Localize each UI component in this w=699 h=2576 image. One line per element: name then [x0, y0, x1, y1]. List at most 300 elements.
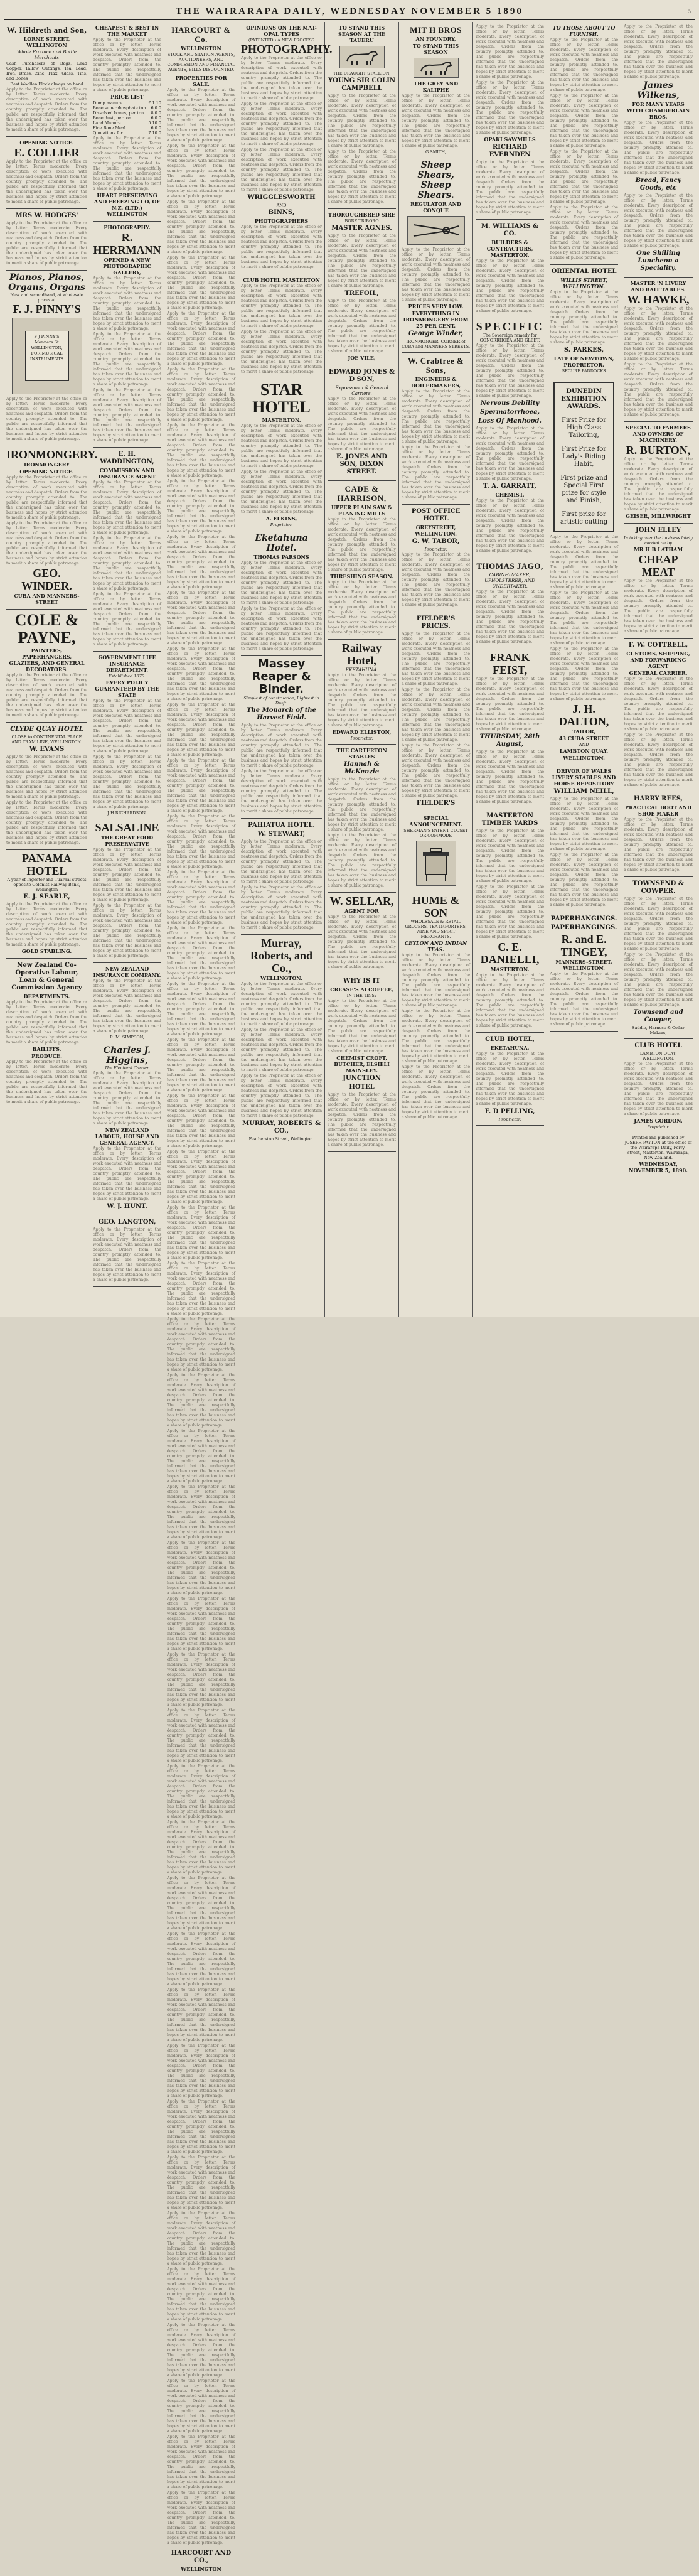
ad-subtitle: AN FOUNDRY, — [415, 36, 456, 42]
price-row — [93, 121, 161, 126]
ad-title: T. A. GARRATT, — [483, 483, 537, 490]
body-text: Apply to the Proprietor at the office or by letter. Terms moderate. Every description of work executed with neatness and despatch. Orders from the country promptly attended to. The public are respectfully informed that the undersigned has taken over the business and hopes by strict attention to merit a share of public patronage. — [93, 903, 162, 958]
ad-subtitle: DEPARTMENTS. — [23, 993, 70, 1000]
ad-heading: THE CARTERTON STABLES — [336, 747, 387, 760]
ad-text: Featherston Street, Wellington. — [248, 1136, 314, 1141]
masthead — [4, 4, 695, 20]
body-text: Apply to the Proprietor at the office or by letter. Terms moderate. Every description of work executed with neatness and despatch. Orders from the country promptly attended to. The public are respectfully informed that the undersigned has taken over the business and hopes by strict attention to merit a share of public patronage. — [167, 1094, 236, 1148]
ad-title: E. COLLIER — [14, 146, 80, 159]
body-text: Apply to the Proprietor at the office or by letter. Terms moderate. Every description of work executed with neatness and despatch. Orders from the country promptly attended to. The public are respectfully informed that the undersigned has taken over the business and hopes by strict attention to merit a share of public patronage. — [476, 426, 545, 481]
body-text: Apply to the Proprietor at the office or by letter. Terms moderate. Every description of work executed with neatness and despatch. Orders from the country promptly attended to. The public are respectfully informed that the undersigned has taken over the business and hopes by strict attention to merit a share of public patronage. — [550, 797, 619, 851]
ad-text: SECURE PADDOCKS — [562, 369, 606, 374]
ad-title: FRANK FEIST, — [489, 651, 530, 676]
body-text: Apply to the Proprietor at the office or by letter. Terms moderate. Every description of work executed with neatness and despatch. Orders from the country promptly attended to. The public are respectfully informed that the undersigned has taken over the business and hopes by strict attention to merit a share of public patronage. — [167, 479, 236, 534]
body-text: Apply to the Proprietor at the office or by letter. Terms moderate. Every description of work executed with neatness and despatch. Orders from the country promptly attended to. The public are respectfully informed that the undersigned has taken over the business and hopes by strict attention to merit a share of public patronage. — [402, 94, 471, 148]
ad-title: THOMAS JAGO, — [476, 561, 543, 571]
body-text: Apply to the Proprietor at the office or by letter. Terms moderate. Every description of work executed with neatness and despatch. Orders from the country promptly attended to. The public are respectfully informed that the undersigned has taken over the business and hopes by strict attention to merit a share of public patronage. — [241, 769, 323, 814]
body-text: Apply to the Proprietor at the office or by letter. Terms moderate. Every description of work executed with neatness and despatch. Orders from the country promptly attended to. The public are respectfully informed that the undersigned has taken over the business and hopes by strict attention to merit a share of public patronage. — [241, 330, 323, 374]
body-text: Apply to the Proprietor at the office or by letter. Terms moderate. Every description of work executed with neatness and despatch. Orders from the country promptly attended to. The public are respectfully informed that the undersigned has taken over the business and hopes by strict attention to merit a share of public patronage. — [328, 915, 397, 969]
ad-subtitle: THE GREY AND KALIPHE — [414, 80, 459, 93]
body-text: Apply to the Proprietor at the office or by letter. Terms moderate. Every description of work executed with neatness and despatch. Orders from the country promptly attended to. The public are respectfully informed that the undersigned has taken over the business and hopes by strict attention to merit a share of public patronage. — [167, 2491, 236, 2545]
horse-illustration — [339, 46, 385, 68]
price-row — [93, 100, 161, 105]
ad-title: NEW ZEALAND INSURANCE COMPANY. — [93, 966, 161, 978]
ad-text: STOCK AND STATION AGENTS, AUCTIONEERS, AND COMMISSION AND FINANCIAL AGENTS, BILLS DISCOUNTED. — [167, 52, 235, 72]
price-value: 8 0 0 — [151, 110, 162, 116]
ad-subtitle: EVERY POLICY GUARANTEED BY THE STATE — [95, 679, 159, 698]
body-text: Apply to the Proprietor at the office or by letter. Terms moderate. Every description of work executed with neatness and despatch. Orders from the country promptly attended to. The public are respectfully informed that the undersigned has taken over the business and hopes by strict attention to merit a share of public patronage. — [550, 647, 619, 701]
body-text: Apply to the Proprietor at the office or by letter. Terms moderate. Every description of work executed with neatness and despatch. Orders from the country promptly attended to. The public are respectfully informed that the undersigned has taken over the business and hopes by strict attention to merit a share of public patronage. — [167, 1261, 236, 1316]
ad-manures — [93, 22, 161, 222]
body-text: Apply to the Proprietor at the office or by letter. Terms moderate. Every description of work executed with neatness and despatch. Orders from the country promptly attended to. The public are respectfully informed that the undersigned has taken over the business and hopes by strict attention to merit a share of public patronage. — [550, 205, 619, 260]
body-text: Apply to the Proprietor at the office or by letter. Terms moderate. Every description of work executed with neatness and despatch. Orders from the country promptly attended to. The public are respectfully informed that the undersigned has taken over the business and hopes by strict attention to merit a share of public patronage. — [167, 311, 236, 366]
body-text: Apply to the Proprietor at the office or by letter. Terms moderate. Every description of work executed with neatness and despatch. Orders from the country promptly attended to. The public are respectfully informed that the undersigned has taken over the business and hopes by strict attention to merit a share of public patronage. — [241, 284, 323, 328]
ad-title: Pianos, Pianos, Organs, Organs — [8, 272, 85, 293]
ad-murray-roberts — [241, 935, 322, 1145]
body-text: Apply to the Proprietor at the office or by letter. Terms moderate. Every description of work executed with neatness and despatch. Orders from the country promptly attended to. The public are respectfully informed that the undersigned has taken over the business and hopes by strict attention to merit a share of public patronage. — [167, 200, 236, 254]
ad-dalton — [550, 377, 618, 765]
imprint-date: WEDNESDAY, NOVEMBER 5, 1890. — [629, 1161, 688, 1173]
ad-title: M. WILLIAMS & CO. — [481, 223, 539, 237]
price-item: Fine Bone Meal — [93, 126, 125, 131]
body-text: Apply to the Proprietor at the office or by letter. Terms moderate. Every description of work executed with neatness and despatch. Orders from the country promptly attended to. The public are respectfully informed that the undersigned has taken over the business and hopes by strict attention to merit a share of public patronage. — [241, 1028, 323, 1072]
ad-title: PAPERHANGINGS. — [550, 924, 617, 931]
ad-subtitle: AGENT FOR — [344, 908, 379, 914]
imprint-text: Printed and published by JOSEPH PAYTON at the office of the Wairarapa Daily, Perry-street, Masterton, Wairarapa, New Zealand. — [624, 1135, 692, 1160]
ad-text: Proprietor. — [498, 1117, 521, 1122]
ad-title: PANAMA HOTEL — [22, 852, 72, 877]
body-text: Apply to the Proprietor at the office or by letter. Terms moderate. Every description of work executed with neatness and despatch. Orders from the country promptly attended to. The public are respectfully informed that the undersigned has taken over the business and hopes by strict attention to merit a share of public patronage. — [402, 247, 471, 302]
ad-text: LAMBTON QUAY, WELLINGTON, — [639, 1051, 677, 1061]
ad-title: HARRY REES, — [634, 795, 683, 802]
ad-text: Proprietor. — [424, 547, 447, 552]
ad-subtitle: Bread, Fancy Goods, etc — [635, 177, 681, 191]
ad-oriental-hotel — [550, 265, 618, 377]
ad-title: W. EVANS — [29, 746, 65, 753]
body-text: Apply to the Proprietor at the office or by letter. Terms moderate. Every description of work executed with neatness and despatch. Orders from the country promptly attended to. The public are respectfully informed that the undersigned has taken over the business and hopes by strict attention to merit a share of public patronage. — [476, 343, 545, 398]
ad-title: CLUB HOTEL MASTERTON — [243, 277, 320, 283]
price-row — [93, 131, 161, 136]
body-text: Apply to the Proprietor at the office or by letter. Terms moderate. Every description of work executed with neatness and despatch. Orders from the country promptly attended to. The public are respectfully informed that the undersigned has taken over the business and hopes by strict attention to merit a share of public patronage. — [241, 839, 323, 884]
ad-langton — [93, 1215, 161, 1287]
ad-title: CLUB HOTEL — [634, 1042, 682, 1049]
ad-text: G SMITH, — [425, 149, 447, 154]
ad-title: MASTERTON TIMBER YARDS — [481, 812, 538, 827]
ad-title: S. PARKES, — [563, 347, 604, 353]
body-text: Apply to the Proprietor at the office or by letter. Terms moderate. Every description of work executed with neatness and despatch. Orders from the country promptly attended to. The public are respectfully informed that the undersigned has taken over the business and hopes by strict attention to merit a share of public patronage. — [167, 1038, 236, 1092]
body-text: Apply to the Proprietor at the office or by letter. Terms moderate. Every description of work executed with neatness and despatch. Orders from the country promptly attended to. The public are respectfully informed that the undersigned has taken over the business and hopes by strict attention to merit a share of public patronage. — [167, 2435, 236, 2489]
ad-title: SALSALINE — [95, 821, 159, 834]
ad-burton — [624, 422, 693, 524]
ad-subtitle: PRODUCE. — [31, 1053, 62, 1059]
ad-coop — [6, 959, 87, 1109]
ad-massey — [241, 656, 322, 819]
body-text: Apply to the Proprietor at the office or by letter. Terms moderate. Every description of work executed with neatness and despatch. Orders from the country promptly attended to. The public are respectfully informed that the undersigned has taken over the business and hopes by strict attention to merit a share of public patronage. — [241, 1074, 323, 1118]
ad-collier — [6, 137, 87, 209]
column-4 — [238, 22, 333, 1317]
ad-title: New Zealand Co-Operative Labour, Loan & General Commission Agency — [11, 962, 82, 991]
ad-title: CADE & HARRISON, — [337, 484, 387, 503]
body-text: Apply to the Proprietor at the office or by letter. Terms moderate. Every description of work executed with neatness and despatch. Orders from the country promptly attended to. The public are respectfully informed that the undersigned has taken over the business and hopes by strict attention to merit a share of public patronage. — [624, 457, 693, 512]
body-text: Apply to the Proprietor at the office or by letter. Terms moderate. Every description of work executed with neatness and despatch. Orders from the country promptly attended to. The public are respectfully informed that the undersigned has taken over the business and hopes by strict attention to merit a share of public patronage. — [167, 870, 236, 925]
body-text: Apply to the Proprietor at the office or by letter. Terms moderate. Every description of work executed with neatness and despatch. Orders from the country promptly attended to. The public are respectfully informed that the undersigned has taken over the business and hopes by strict attention to merit a share of public patronage. — [624, 306, 693, 361]
ad-text: In taking over the business lately carried on by — [624, 536, 693, 546]
ad-panama — [6, 850, 87, 959]
ad-text: WHOLESALE & RETAIL GROCERS, TEA IMPORTERS, WINE AND SPIRIT MERCHANTS. — [405, 919, 467, 939]
shears-icon — [411, 218, 461, 242]
body-text: Apply to the Proprietor at the office or by letter. Terms moderate. Every description of work executed with neatness and despatch. Orders from the country promptly attended to. The public are respectfully informed that the undersigned has taken over the business and hopes by strict attention to merit a share of public patronage. — [328, 673, 397, 728]
ad-subtitle: THE GREAT FOOD PRESERVATIVE — [100, 834, 154, 847]
ad-heading: THOROUGHBRED SIRE — [328, 212, 396, 218]
price-value: 7 10 0 — [148, 131, 162, 136]
ad-subtitle: PRICES VERY LOW. — [408, 303, 464, 310]
price-item: Bone superphosphate ton — [93, 105, 146, 110]
body-text: Apply to the Proprietor at the office or by letter. Terms moderate. Every description of work executed with neatness and despatch. Orders from the country promptly attended to. The public are respectfully informed that the undersigned has taken over the business and hopes by strict attention to merit a share of public patronage. — [241, 56, 323, 100]
price-item: Dissolved bones, per ton — [93, 110, 144, 116]
ad-subtitle: WELLINGTON — [181, 2566, 221, 2572]
body-text: Apply to the Proprietor at the office or by letter. Terms moderate. Every description of work executed with neatness and despatch. Orders from the country promptly attended to. The public are respectfully informed that the undersigned has taken over the business and hopes by strict attention to merit a share of public patronage. — [476, 829, 545, 883]
body-text: Apply to the Proprietor at the office or by letter. Terms moderate. Every description of work executed with neatness and despatch. Orders from the country promptly attended to. The public are respectfully informed that the undersigned has taken over the business and hopes by strict attention to merit a share of public patronage. — [167, 814, 236, 869]
commode-illustration — [416, 841, 456, 886]
ad-herrmann — [93, 222, 161, 448]
body-text: Apply to the Proprietor at the office or by letter. Terms moderate. Every description of work executed with neatness and despatch. Orders from the country promptly attended to. The public are respectfully informed that the undersigned has taken over the business and hopes by strict attention to merit a share of public patronage. — [328, 94, 397, 148]
body-text: Apply to the Proprietor at the office or by letter. Terms moderate. Every description of work executed with neatness and despatch. Orders from the country promptly attended to. The public are respectfully informed that the undersigned has taken over the business and hopes by strict attention to merit a share of public patronage. — [328, 234, 397, 288]
ad-title: PAYNE, — [18, 628, 76, 647]
body-text: Apply to the Proprietor at the office or by letter. Terms moderate. Every description of work executed with neatness and despatch. Orders from the country promptly attended to. The public are respectfully informed that the undersigned has taken over the business and hopes by strict attention to merit a share of public patronage. — [167, 1876, 236, 1931]
ad-subtitle: CABINETMAKER, UPHOLSTERER, AND UNDERTAKER, — [484, 572, 535, 589]
ad-title: F. D PELLING, — [484, 1108, 535, 1115]
column-7 — [473, 22, 547, 1317]
ad-heading: SPECIAL ANNOUNCEMENT. — [409, 815, 462, 827]
masthead-title: THE WAIRARAPA DAILY, WEDNESDAY NOVEMBER 5 1890 — [176, 6, 523, 16]
body-text: Apply to the Proprietor at the office or by letter. Terms moderate. Every description of work executed with neatness and despatch. Orders from the country promptly attended to. The public are respectfully informed that the undersigned has taken over the business and hopes by strict attention to merit a share of public patronage. — [167, 1764, 236, 1819]
ad-title: FIELDER'S — [416, 800, 456, 807]
body-text: Apply to the Proprietor at the office or by letter. Terms moderate. Every description of work executed with neatness and despatch. Orders from the country promptly attended to. The public are respectfully informed that the undersigned has taken over the business and hopes by strict attention to merit a share of public patronage. — [167, 591, 236, 645]
award-line: First prize for artistic cutting — [560, 511, 608, 525]
ad-title: C. E. DANIELLI, — [480, 940, 540, 966]
ad-text: Proprietor. — [350, 736, 373, 741]
ad-subtitle: UPPER PLAIN SAW & PLANING MILLS — [331, 504, 392, 517]
body-text: Apply to the Proprietor at the office or by letter. Terms moderate. Every description of work executed with neatness and despatch. Orders from the country promptly attended to. The public are respectfully informed that the undersigned has taken over the business and hopes by strict attention to merit a share of public patronage. — [328, 777, 397, 832]
column-5 — [325, 22, 399, 1317]
ad-title: STAR HOTEL — [252, 380, 311, 416]
body-text: Apply to the Proprietor at the office or by letter. Terms moderate. Every description of work executed with neatness and despatch. Orders from the country promptly attended to. The public are respectfully informed that the undersigned has taken over the business and hopes by strict attention to merit a share of public patronage. — [241, 561, 323, 605]
ad-title: FIELDER'S PRICES. — [416, 615, 456, 630]
price-value: 6 0 0 — [151, 126, 162, 131]
ad-elley — [624, 524, 693, 639]
horse-icon — [343, 48, 381, 66]
body-text: Apply to the Proprietor at the office or by letter. Terms moderate. Every description of work executed with neatness and despatch. Orders from the country promptly attended to. The public are respectfully informed that the undersigned has taken over the business and hopes by strict attention to merit a share of public patronage. — [167, 647, 236, 701]
ad-subtitle: ENGINEERS & BOILERMAKERS, — [411, 376, 461, 389]
body-text: Apply to the Proprietor at the office or by letter. Terms moderate. Every description of work executed with neatness and despatch. Orders from the country promptly attended to. The public are respectfully informed that the undersigned has taken over the business and hopes by strict attention to merit a share of public patronage. — [476, 590, 545, 644]
body-text: Apply to the Proprietor at the office or by letter. Terms moderate. Every description of work executed with neatness and despatch. Orders from the country promptly attended to. The public are respectfully informed that the undersigned has taken over the business and hopes by strict attention to merit a share of public patronage. — [93, 699, 162, 753]
ad-heading: CHEAPEST & BEST IN THE MARKET — [95, 24, 159, 37]
advertising-board-illustration — [12, 318, 82, 394]
ad-subtitle: JAMES GORDON, — [634, 1118, 683, 1124]
body-text: Apply to the Proprietor at the office or by letter. Terms moderate. Every description of work executed with neatness and despatch. Orders from the country promptly attended to. The public are respectfully informed that the undersigned has taken over the business and hopes by strict attention to merit a share of public patronage. — [241, 470, 323, 514]
ad-title: One Shilling Luncheon a Speciality. — [636, 250, 680, 272]
price-row — [93, 126, 161, 131]
body-text: Apply to the Proprietor at the office or by letter. Terms moderate. Every description of work executed with neatness and despatch. Orders from the country promptly attended to. The public are respectfully informed that the undersigned has taken over the business and hopes by strict attention to merit a share of public patronage. — [6, 159, 87, 204]
body-text: Apply to the Proprietor at the office or by letter. Terms moderate. Every description of work executed with neatness and despatch. Orders from the country promptly attended to. The public are respectfully informed that the undersigned has taken over the business and hopes by strict attention to merit a share of public patronage. — [167, 1820, 236, 1875]
body-text: Apply to the Proprietor at the office or by letter. Terms moderate. Every description of work executed with neatness and despatch. Orders from the country promptly attended to. The public are respectfully informed that the undersigned has taken over the business and hopes by strict attention to merit a share of public patronage. — [241, 102, 323, 146]
ad-text: Proprietor. — [270, 522, 293, 527]
ad-title: G. W. TABOR, — [412, 538, 460, 545]
body-text: Apply to the Proprietor at the office or by letter. Terms moderate. Every description of work executed with neatness and despatch. Orders from the country promptly attended to. The public are respectfully informed that the undersigned has taken over the business and hopes by strict attention to merit a share of public patronage. — [93, 1071, 162, 1126]
body-text: Apply to the Proprietor at the office or by letter. Terms moderate. Every description of work executed with neatness and despatch. Orders from the country promptly attended to. The public are respectfully informed that the undersigned has taken over the business and hopes by strict attention to merit a share of public patronage. — [93, 979, 162, 1033]
ad-title: Railway Hotel, — [342, 642, 382, 667]
body-text: Apply to the Proprietor at the office or by letter. Terms moderate. Every description of work executed with neatness and despatch. Orders from the country promptly attended to. The public are respectfully informed that the undersigned has taken over the business and hopes by strict attention to merit a share of public patronage. — [624, 579, 693, 633]
ad-text: Simplest of construction, Lightest in Draft. — [243, 696, 319, 706]
body-text: Apply to the Proprietor at the office or by letter. Terms moderate. Every description of work executed with neatness and despatch. Orders from the country promptly attended to. The public are respectfully informed that the undersigned has taken over the business and hopes by strict attention to merit a share of public patronage. — [167, 926, 236, 981]
ad-cade-harrison — [328, 481, 396, 640]
ad-subtitle: OPENING NOTICE. — [19, 468, 74, 475]
body-text: Apply to the Proprietor at the office or by letter. Terms moderate. Every description of work executed with neatness and despatch. Orders from the country promptly attended to. The public are respectfully informed that the undersigned has taken over the business and hopes by strict attention to merit a share of public patronage. — [241, 606, 323, 651]
body-text: Apply to the Proprietor at the office or by letter. Terms moderate. Every description of work executed with neatness and despatch. Orders from the country promptly attended to. The public are respectfully informed that the undersigned has taken over the business and hopes by strict attention to merit a share of public patronage. — [167, 1150, 236, 1204]
ad-text: A year of Ingestor and Tuarnal streets opposite Colonist Railway Bank, Wellington — [7, 877, 87, 892]
ad-title: James Wilkens, — [637, 80, 680, 100]
ad-star-hotel — [241, 379, 322, 531]
ad-text: JOE VILE, — [348, 355, 376, 361]
ad-club-hotel-eketahuna — [476, 1033, 544, 1126]
ad-title: R. HERRMANN — [93, 231, 161, 256]
body-text: Apply to the Proprietor at the office or by letter. Terms moderate. Every description of work executed with neatness and despatch. Orders from the country promptly attended to. The public are respectfully informed that the undersigned has taken over the business and hopes by strict attention to merit a share of public patronage. — [167, 758, 236, 813]
ad-title: MRS W. HODGES' — [15, 212, 78, 219]
ad-subtitle: PROPERTIES FOR SALE. — [175, 75, 227, 87]
awards-frame — [553, 382, 614, 532]
body-text: Apply to the Proprietor at the office or by letter. Terms moderate. Every description of work executed with neatness and despatch. Orders from the country promptly attended to. The public are respectfully informed that the undersigned has taken over the business and hopes by strict attention to merit a share of public patronage. — [476, 677, 545, 731]
price-row — [93, 116, 161, 121]
body-text: Apply to the Proprietor at the office or by letter. Terms moderate. Every description of work executed with neatness and despatch. Orders from the country promptly attended to. The public are respectfully informed that the undersigned has taken over the business and hopes by strict attention to merit a share of public patronage. — [167, 256, 236, 310]
ad-subtitle: HEART PRESERVING AND FREEZING CO, OF N.Z. (LTD.) WELLINGTON — [93, 192, 161, 217]
ad-subtitle: Expressmen & General Carriers. — [335, 385, 388, 396]
ad-title: JOHN ELLEY — [636, 527, 681, 534]
body-text: Apply to the Proprietor at the office or by letter. Terms moderate. Every description of work executed with neatness and despatch. Orders from the country promptly attended to. The public are respectfully informed that the undersigned has taken over the business and hopes by strict attention to merit a share of public patronage. — [328, 833, 397, 888]
ad-heading: SPECIAL TO FARMERS AND OWNERS OF MACHINERY. — [626, 424, 691, 443]
body-text: Apply to the Proprietor at the office or by letter. Terms moderate. Every description of work executed with neatness and despatch. Orders from the country promptly attended to. The public are respectfully informed that the undersigned has taken over the business and hopes by strict attention to merit a share of public patronage. — [6, 673, 87, 718]
body-text: Apply to the Proprietor at the office or by letter. Terms moderate. Every description of work executed with neatness and despatch. Orders from the country promptly attended to. The public are respectfully informed that the undersigned has taken over the business and hopes by strict attention to merit a share of public patronage. — [167, 1485, 236, 1539]
ad-text: Saddle, Harness & Collar Makers, — [632, 1025, 685, 1035]
ad-title: PAPERHANGINGS. — [550, 915, 617, 922]
ad-specific — [476, 318, 544, 558]
ad-subtitle: TAILOR, — [572, 728, 596, 735]
ad-title: E. JONES AND SON, DIXON STREET. — [336, 453, 388, 475]
body-text: Apply to the Proprietor at the office or by letter. Terms moderate. Every description of work executed with neatness and despatch. Orders from the country promptly attended to. The public are respectfully informed that the undersigned has taken over the business and hopes by strict attention to merit a share of public patronage. — [167, 1988, 236, 2042]
body-text: Apply to the Proprietor at the office or by letter. Terms moderate. Every description of work executed with neatness and despatch. Orders from the country promptly attended to. The public are respectfully informed that the undersigned has taken over the business and hopes by strict attention to merit a share of public patronage. — [167, 2267, 236, 2322]
column-9 — [621, 22, 695, 1317]
body-text: Apply to the Proprietor at the office or by letter. Terms moderate. Every description of work executed with neatness and despatch. Orders from the country promptly attended to. The public are respectfully informed that the undersigned has taken over the business and hopes by strict attention to merit a share of public patronage. — [167, 1541, 236, 1595]
ad-text: Proprietor. — [647, 1124, 670, 1129]
ad-feist — [476, 649, 544, 809]
body-text: Apply to the Proprietor at the office or by letter. Terms moderate. Every description of work executed with neatness and despatch. Orders from the country promptly attended to. The public are respectfully informed that the undersigned has taken over the business and hopes by strict attention to merit a share of public patronage. — [550, 972, 619, 1027]
price-value: 6 0 0 — [151, 116, 162, 121]
body-text: Apply to the Proprietor at the office or by letter. Terms moderate. Every description of work executed with neatness and despatch. Orders from the country promptly attended to. The public are respectfully informed that the undersigned has taken over the business and hopes by strict attention to merit a share of public patronage. — [402, 389, 471, 444]
body-text: Apply to the Proprietor at the office or by letter. Terms moderate. Every description of work executed with neatness and despatch. Orders from the country promptly attended to. The public are respectfully informed that the undersigned has taken over the business and hopes by strict attention to merit a share of public patronage. — [241, 982, 323, 1027]
price-item: Land Manure — [93, 121, 121, 126]
ad-title: Sheep Shears, Sheep Shears. — [417, 160, 454, 200]
body-text: Apply to the Proprietor at the office or by letter. Terms moderate. Every description of work executed with neatness and despatch. Orders from the country promptly attended to. The public are respectfully informed that the undersigned has taken over the business and hopes by strict attention to merit a share of public patronage. — [93, 480, 162, 535]
ad-fielder — [402, 612, 470, 812]
ad-nz-insurance — [93, 963, 161, 1043]
body-text: Apply to the Proprietor at the office or by letter. Terms moderate. Every description of work executed with neatness and despatch. Orders from the country promptly attended to. The public are respectfully informed that the undersigned has taken over the business and hopes by strict attention to merit a share of public patronage. — [241, 424, 323, 468]
ad-title: RICHARD EVERNDEN — [489, 144, 531, 158]
ad-title: W. STEWART, — [257, 831, 306, 838]
ad-text: AND — [579, 742, 589, 747]
award-line: First prize and Special First prize for style and Finish, — [560, 475, 607, 504]
ad-subtitle: MR H B LATHAM — [633, 546, 683, 552]
body-text: Apply to the Proprietor at the office or by letter. Terms moderate. Every description of work executed with neatness and despatch. Orders from the country promptly attended to. The public are respectfully informed that the undersigned has taken over the business and hopes by strict attention to merit a share of public patronage. — [6, 221, 87, 266]
body-text: Apply to the Proprietor at the office or by letter. Terms moderate. Every description of work executed with neatness and despatch. Orders from the country promptly attended to. The public are respectfully informed that the undersigned has taken over the business and hopes by strict attention to merit a share of public patronage. — [550, 853, 619, 907]
body-text: Apply to the Proprietor at the office or by letter. Terms moderate. Every description of work executed with neatness and despatch. Orders from the country promptly attended to. The public are respectfully informed that the undersigned has taken over the business and hopes by strict attention to merit a share of public patronage. — [624, 677, 693, 731]
body-text: Apply to the Proprietor at the office or by letter. Terms moderate. Every description of work executed with neatness and despatch. Orders from the country promptly attended to. The public are respectfully informed that the undersigned has taken over the business and hopes by strict attention to merit a share of public patronage. — [402, 552, 471, 607]
body-text: Apply to the Proprietor at the office or by letter. Terms moderate. Every description of work executed with neatness and despatch. Orders from the country promptly attended to. The public are respectfully informed that the undersigned has taken over the business and hopes by strict attention to merit a share of public patronage. — [476, 1052, 545, 1106]
ad-title: MURRAY, ROBERTS & CO., — [242, 1120, 321, 1134]
ad-timber-yards — [476, 809, 544, 1033]
body-text: Apply to the Proprietor at the office or by letter. Terms moderate. Every description of work executed with neatness and despatch. Orders from the country promptly attended to. The public are respectfully informed that the undersigned has taken over the business and hopes by strict attention to merit a share of public patronage. — [624, 362, 693, 417]
body-text: Apply to the Proprietor at the office or by letter. Terms moderate. Every description of work executed with neatness and despatch. Orders from the country promptly attended to. The public are respectfully informed that the undersigned has taken over the business and hopes by strict attention to merit a share of public patronage. — [167, 1932, 236, 1986]
ad-title: Loss Of Manhood. — [478, 418, 542, 424]
ad-title: YOUNG SIR COLIN CAMPBELL — [328, 77, 396, 92]
ad-subtitle: CHEMIST, — [495, 492, 525, 498]
ad-subtitle: WELLINGTON. — [563, 755, 605, 761]
body-text: Apply to the Proprietor at the office or by letter. Terms moderate. Every description of work executed with neatness and despatch. Orders from the country promptly attended to. The public are respectfully informed that the undersigned has taken over the business and hopes by strict attention to merit a share of public patronage. — [476, 750, 545, 804]
body-text: Apply to the Proprietor at the office or by letter. Terms moderate. Every description of work executed with neatness and despatch. Orders from the country promptly attended to. The public are respectfully informed that the undersigned has taken over the business and hopes by strict attention to merit a share of public patronage. — [402, 632, 471, 686]
ad-cole-payne — [6, 610, 87, 723]
ad-subtitle: NEW ZEALAND LABOUR, HOUSE AND GENERAL AGENCY. — [95, 1127, 159, 1146]
ad-text: Established 1870. — [108, 674, 146, 679]
body-text: Apply to the Proprietor at the office or by letter. Terms moderate. Every description of work executed with neatness and despatch. Orders from the country promptly attended to. The public are respectfully informed that the undersigned has taken over the business and hopes by strict attention to merit a share of public patronage. — [93, 1227, 162, 1282]
body-text: Apply to the Proprietor at the office or by letter. Terms moderate. Every description of work executed with neatness and despatch. Orders from the country promptly attended to. The public are respectfully informed that the undersigned has taken over the business and hopes by strict attention to merit a share of public patronage. — [6, 755, 87, 799]
commode-icon — [420, 844, 452, 882]
ad-sherman-commode — [402, 812, 470, 892]
ad-text: New and secondhand, at wholesale prices at — [10, 293, 83, 303]
ad-hildreth — [6, 22, 87, 137]
body-text: Apply to the Proprietor at the office or by letter. Terms moderate. Every description of work executed with neatness and despatch. Orders from the country promptly attended to. The public are respectfully informed that the undersigned has taken over the business and hopes by strict attention to merit a share of public patronage. — [550, 290, 619, 345]
ad-title: MASTER AGNES. — [331, 225, 392, 232]
ad-title: Spermatorrhoea, — [480, 409, 540, 416]
ad-title: PAHIATUA HOTEL. — [248, 822, 315, 829]
body-text: Apply to the Proprietor at the office or by letter. Terms moderate. Every description of work executed with neatness and despatch. Orders from the country promptly attended to. The public are respectfully informed that the undersigned has taken over the business and hopes by strict attention to merit a share of public patronage. — [93, 388, 162, 443]
ad-title: W. HAWKE, — [627, 293, 690, 306]
ad-heading: PHOTOGRAPHY. — [104, 224, 151, 230]
ad-club-hotel-lambton — [624, 1039, 693, 1133]
ad-master-agnes — [328, 209, 396, 365]
ad-subtitle: 43 CUBA STREET — [558, 735, 609, 741]
body-text: Apply to the Proprietor at the office or by letter. Terms moderate. Every description of work executed with neatness and despatch. Orders from the country promptly attended to. The public are respectfully informed that the undersigned has taken over the business and hopes by strict attention to merit a share of public patronage. — [624, 24, 693, 79]
ad-text: EDWARD ELLISTON, — [332, 729, 392, 735]
ad-subtitle: CREASE'S AI COFFEE, — [330, 986, 393, 993]
ad-heading: OPENING NOTICE. — [19, 139, 74, 146]
body-text: Apply to the Proprietor at the office or by letter. Terms moderate. Every description of work executed with neatness and despatch. Orders from the country promptly attended to. The public are respectfully informed that the undersigned has taken over the business and hopes by strict attention to merit a share of public patronage. — [93, 592, 162, 647]
ad-heading: OPINIONS ON THE MAT-OPAL TYPES — [246, 24, 317, 37]
ad-hodges — [6, 209, 87, 271]
body-text: Apply to the Proprietor at the office or by letter. Terms moderate. Every description of work executed with neatness and despatch. Orders from the country promptly attended to. The public are respectfully informed that the undersigned has taken over the business and hopes by strict attention to merit a share of public patronage. — [167, 1429, 236, 1484]
ad-title: TOWNSEND & COWPER. — [632, 880, 684, 895]
award-line: First Prize for Lady's Riding Habit, — [562, 446, 606, 468]
price-item: Dump manure — [93, 100, 123, 105]
body-text: Apply to the Proprietor at the office or by letter. Terms moderate. Every description of work executed with neatness and despatch. Orders from the country promptly attended to. The public are respectfully informed that the undersigned has taken over the business and hopes by strict attention to merit a share of public patronage. — [93, 136, 162, 191]
ad-title: IRONMONGERY. — [6, 448, 98, 461]
body-text: Apply to the Proprietor at the office or by letter. Terms moderate. Every description of work executed with neatness and despatch. Orders from the country promptly attended to. The public are respectfully informed that the undersigned has taken over the business and hopes by strict attention to merit a share of public patronage. — [402, 445, 471, 500]
ad-subtitle: EKETAHUNA. — [345, 667, 378, 672]
ad-club-hotel — [241, 274, 322, 379]
ad-pahiatua-hotel — [241, 819, 322, 935]
body-text: Apply to the Proprietor at the office or by letter. Terms moderate. Every description of work executed with neatness and despatch. Orders from the country promptly attended to. The public are respectfully informed that the undersigned has taken over the business and hopes by strict attention to merit a share of public patronage. — [476, 24, 545, 79]
ad-clyde-quay — [6, 723, 87, 850]
ad-title: Eketahuna Hotel. — [255, 533, 308, 553]
ad-subtitle: REGULATOR AND CONQUE — [410, 201, 461, 213]
ad-heading: TO STAND THIS SEASON AT THE TAUERU — [338, 24, 386, 43]
sign-board: F J PINNY'S Manners St WELLINGTON, FOR MUSICAL INSTRUMENTS — [25, 331, 69, 381]
body-text: Apply to the Proprietor at the office or by letter. Terms moderate. Every description of work executed with neatness and despatch. Orders from the country promptly attended to. The public are respectfully informed that the undersigned has taken over the business and hopes by strict attention to merit a share of public patronage. — [93, 848, 162, 902]
ad-subtitle: EVERYTHING IN IRONMONGERY FROM 25 PER CENT. — [403, 310, 469, 329]
body-text: Apply to the Proprietor at the office or by letter. Terms moderate. Every description of work executed with neatness and despatch. Orders from the country promptly attended to. The public are respectfully informed that the undersigned has taken over the business and hopes by strict attention to merit a share of public patronage. — [624, 193, 693, 248]
page-number: 5 — [688, 8, 691, 15]
ad-title: WILLIAM NEILL, — [553, 788, 614, 795]
ad-eketahuna-hotel — [241, 531, 322, 656]
ad-subtitle: CEYLON AND INDIAN TEAS. — [404, 940, 467, 952]
ad-subtitle: SHERMAN'S PATENT CLOSET OR COMMODE — [403, 828, 468, 838]
columns — [4, 22, 695, 2572]
body-text: Apply to the Proprietor at the office or by letter. Terms moderate. Every description of work executed with neatness and despatch. Orders from the country promptly attended to. The public are respectfully informed that the undersigned has taken over the business and hopes by strict attention to merit a share of public patronage. — [550, 149, 619, 204]
body-text: Apply to the Proprietor at the office or by letter. Terms moderate. Every description of work executed with neatness and despatch. Orders from the country promptly attended to. The public are respectfully informed that the undersigned has taken over the business and hopes by strict attention to merit a share of public patronage. — [328, 517, 397, 572]
ad-title: WHY IS IT — [343, 978, 380, 984]
body-text: Apply to the Proprietor at the office or by letter. Terms moderate. Every description of work executed with neatness and despatch. Orders from the country promptly attended to. The public are respectfully informed that the undersigned has taken over the business and hopes by strict attention to merit a share of public patronage. — [476, 259, 545, 313]
body-text: Apply to the Proprietor at the office or by letter. Terms moderate. Every description of work executed with neatness and despatch. Orders from the country promptly attended to. The public are respectfully informed that the undersigned has taken over the business and hopes by strict attention to merit a share of public patronage. — [6, 87, 87, 132]
ad-furnish — [550, 22, 618, 265]
ad-subtitle: THE DRAUGHT STALLION, — [333, 71, 391, 76]
ad-subtitle: CHEMIST CROFT, BUTCHER, ELSIELI MAINSLEY. — [334, 1055, 390, 1074]
ad-subtitle: CUBA AND MANNERS-STREET — [14, 593, 80, 605]
ad-subtitle: WELLINGTON. — [260, 975, 302, 981]
body-text: Apply to the Proprietor at the office or by letter. Terms moderate. Every description of work executed with neatness and despatch. Orders from the country promptly attended to. The public are respectfully informed that the undersigned has taken over the business and hopes by strict attention to merit a share of public patronage. — [476, 160, 545, 215]
ad-salsaline — [93, 819, 161, 963]
ad-subtitle: LORNE STREET, WELLINGTON — [23, 36, 70, 48]
body-text: Apply to the Proprietor at the office or by letter. Terms moderate. Every description of work executed with neatness and despatch. Orders from the country promptly attended to. The public are respectfully informed that the undersigned has taken over the business and hopes by strict attention to merit a share of public patronage. — [550, 591, 619, 645]
ad-text: R. M. SIMPSON, — [110, 1035, 144, 1040]
ad-subtitle: THRESHING SEASON. — [330, 573, 393, 579]
ad-text: BORE TRIBORO — [344, 218, 379, 224]
body-text: Apply to the Proprietor at the office or by letter. Terms moderate. Every description of work executed with neatness and despatch. Orders from the country promptly attended to. The public are respectfully informed that the undersigned has taken over the business and hopes by strict attention to merit a share of public patronage. — [476, 885, 545, 939]
ad-title: R. and E. TINGEY, — [560, 933, 607, 958]
ad-title: Townsend and Cowper, — [633, 1009, 683, 1023]
ad-foundry — [402, 22, 470, 158]
ad-text: AND — [276, 203, 287, 208]
ad-title: MIT H BROS — [410, 25, 462, 35]
column-2 — [90, 22, 164, 1317]
body-text: Apply to the Proprietor at the office or by letter. Terms moderate. Every description of work executed with neatness and despatch. Orders from the country promptly attended to. The public are respectfully informed that the undersigned has taken over the business and hopes by strict attention to merit a share of public patronage. — [167, 2323, 236, 2378]
ad-post-office-hotel — [402, 505, 470, 612]
ad-text: Cash Purchasers of Bags, Lead Copper, Tallow Cuttings, Tea, Lead, Iron, Brass, Zinc, Flax, Glass, Tins, and Bones — [6, 61, 87, 81]
body-text: Apply to the Proprietor at the office or by letter. Terms moderate. Every description of work executed with neatness and despatch. Orders from the country promptly attended to. The public are respectfully informed that the undersigned has taken over the business and hopes by strict attention to merit a share of public patronage. — [6, 521, 87, 566]
ad-subtitle: IRONMONGERY — [24, 461, 70, 468]
body-text: Apply to the Proprietor at the office or by letter. Terms moderate. Every description of work executed with neatness and despatch. Orders from the country promptly attended to. The public are respectfully informed that the undersigned has taken over the business and hopes by strict attention to merit a share of public patronage. — [6, 397, 87, 441]
body-text: Apply to the Proprietor at the office or by letter. Terms moderate. Every description of work executed with neatness and despatch. Orders from the country promptly attended to. The public are respectfully informed that the undersigned has taken over the business and hopes by strict attention to merit a share of public patronage. — [624, 817, 693, 872]
body-text: Apply to the Proprietor at the office or by letter. Terms moderate. Every description of work executed with neatness and despatch. Orders from the country promptly attended to. The public are respectfully informed that the undersigned has taken over the business and hopes by strict attention to merit a share of public patronage. — [93, 332, 162, 387]
body-text: Apply to the Proprietor at the office or by letter. Terms moderate. Every description of work executed with neatness and despatch. Orders from the country promptly attended to. The public are respectfully informed that the undersigned has taken over the business and hopes by strict attention to merit a share of public patronage. — [93, 755, 162, 809]
body-text: Apply to the Proprietor at the office or by letter. Terms moderate. Every description of work executed with neatness and despatch. Orders from the country promptly attended to. The public are respectfully informed that the undersigned has taken over the business and hopes by strict attention to merit a share of public patronage. — [167, 2044, 236, 2098]
ad-rees — [624, 792, 693, 877]
price-value: 5 10 0 — [148, 121, 162, 126]
body-text: Apply to the Proprietor at the office or by letter. Terms moderate. Every description of work executed with neatness and despatch. Orders from the country promptly attended to. The public are respectfully informed that the undersigned has taken over the business and hopes by strict attention to merit a share of public patronage. — [624, 897, 693, 951]
ad-title: R. BURTON, — [626, 444, 691, 456]
award-line: First Prize for High Class Tailoring, — [562, 417, 606, 439]
ad-subtitle: The Electoral Carrier. — [104, 1065, 150, 1070]
body-text: Apply to the Proprietor at the office or by letter. Terms moderate. Every description of work executed with neatness and despatch. Orders from the country promptly attended to. The public are respectfully informed that the undersigned has taken over the business and hopes by strict attention to merit a share of public patronage. — [328, 299, 397, 353]
ad-subtitle: OPENED A NEW PHOTOGRAPHIC GALLERY, — [103, 257, 151, 276]
price-list-heading: PRICE LIST — [110, 94, 144, 100]
body-text: Apply to the Proprietor at the office or by letter. Terms moderate. Every description of work executed with neatness and despatch. Orders from the country promptly attended to. The public are respectfully informed that the undersigned has taken over the business and hopes by strict attention to merit a share of public patronage. — [624, 121, 693, 175]
